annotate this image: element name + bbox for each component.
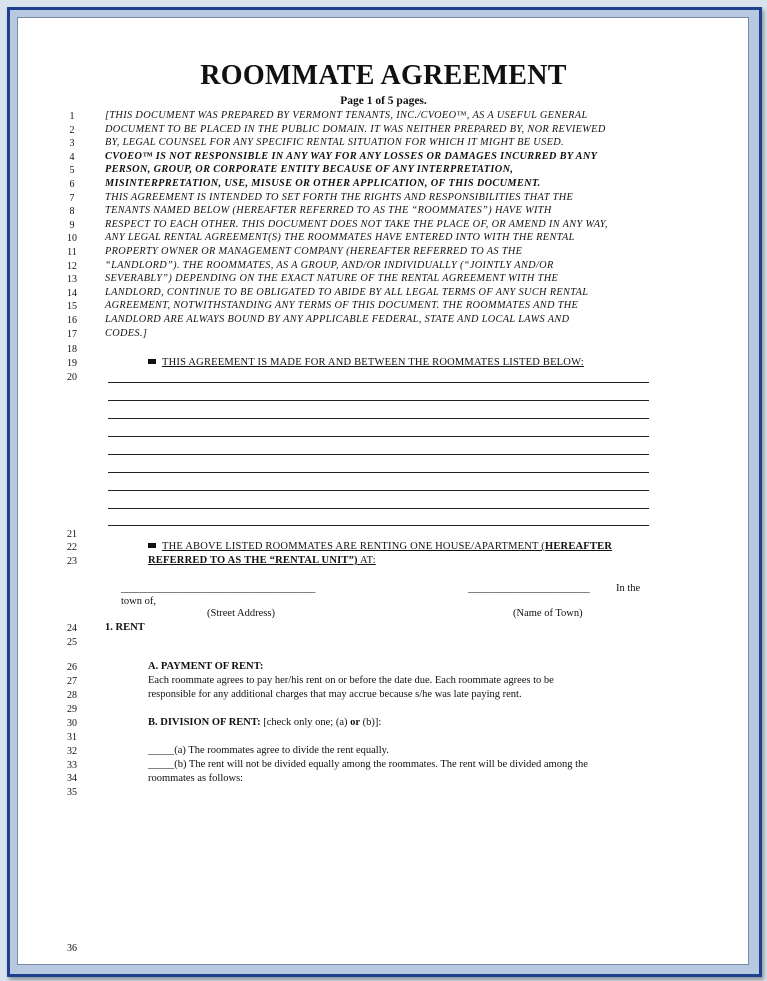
page-info: Page 1 of 5 pages.: [340, 95, 427, 107]
town-name-blank[interactable]: _________________________: [468, 583, 590, 594]
roommate-name-line[interactable]: [108, 472, 649, 473]
line-number: 16: [67, 315, 77, 326]
preamble-line: LANDLORD, CONTINUE TO BE OBLIGATED TO ABIDE BY ALL LEGAL TERMS OF ANY SUCH RENTAL: [105, 286, 589, 298]
roommates-heading: THIS AGREEMENT IS MADE FOR AND BETWEEN THE ROOMMATES LISTED BELOW:: [148, 357, 584, 368]
roommate-name-line[interactable]: [108, 382, 649, 383]
line-number: 8: [69, 206, 75, 218]
line-number: 2: [69, 124, 75, 136]
line-number: 26: [67, 662, 77, 673]
line-number: 6: [69, 179, 75, 190]
line-number: 30: [67, 718, 77, 729]
roommate-name-line[interactable]: [108, 400, 649, 401]
line-number: 9: [69, 219, 75, 231]
preamble-line: “LANDLORD”). THE ROOMMATES, AS A GROUP, AND/OR INDIVIDUALLY (“JOINTLY AND/OR: [105, 259, 554, 271]
line-number: 36: [67, 943, 77, 954]
roommate-name-line[interactable]: [108, 525, 649, 526]
line-number: 12: [67, 260, 77, 272]
line-number: 23: [67, 556, 77, 567]
line-number: 1: [69, 111, 75, 122]
line-number: 17: [67, 328, 77, 340]
line-number: 21: [67, 529, 77, 540]
line-number: 25: [67, 637, 77, 648]
line-number: 33: [67, 760, 77, 771]
line-number: 3: [69, 138, 75, 150]
street-address-blank[interactable]: ________________________________________: [121, 583, 316, 594]
roommate-name-line[interactable]: [108, 418, 649, 419]
line-number: 4: [69, 151, 75, 163]
line-number: 32: [67, 746, 77, 757]
roommate-name-line[interactable]: [108, 508, 649, 509]
town-name-caption: (Name of Town): [513, 608, 583, 619]
roommate-name-line[interactable]: [108, 436, 649, 437]
preamble-line: RESPECT TO EACH OTHER. THIS DOCUMENT DOES NOT TAKE THE PLACE OF, OR AMEND IN ANY WAY,: [105, 218, 608, 230]
preamble-line: ANY LEGAL RENTAL AGREEMENT(S) THE ROOMMATES HAVE ENTERED INTO WITH THE RENTAL: [105, 232, 575, 244]
preamble-line: THIS AGREEMENT IS INTENDED TO SET FORTH THE RIGHTS AND RESPONSIBILITIES THAT THE: [105, 191, 574, 203]
preamble-line: SEVERABLY”) DEPENDING ON THE EXACT NATURE OF THE RENTAL AGREEMENT WITH THE: [105, 273, 559, 285]
preamble-line: LANDLORD ARE ALWAYS BOUND BY ANY APPLICABLE FEDERAL, STATE AND LOCAL LAWS AND: [105, 314, 570, 325]
preamble-line: PROPERTY OWNER OR MANAGEMENT COMPANY (HEREAFTER REFERRED TO AS THE: [105, 246, 523, 257]
in-the-label: In the: [616, 583, 641, 594]
preamble-line: TENANTS NAMED BELOW (HEREAFTER REFERRED TO AS THE “ROOMMATES”) HAVE WITH: [105, 205, 552, 217]
preamble-line: [THIS DOCUMENT WAS PREPARED BY VERMONT TENANTS, INC./CVOEO™, AS A USEFUL GENERAL: [105, 110, 588, 121]
preamble-line: PERSON, GROUP, OR CORPORATE ENTITY BECAUSE OF ANY INTERPRETATION,: [105, 164, 514, 176]
line-number: 31: [67, 732, 77, 743]
rental-unit-heading: THE ABOVE LISTED ROOMMATES ARE RENTING ONE HOUSE/APARTMENT (HEREAFTER: [148, 541, 612, 552]
preamble-line: DOCUMENT TO BE PLACED IN THE PUBLIC DOMAIN. IT WAS NEITHER PREPARED BY, NOR REVIEWED: [105, 123, 606, 135]
document-title: ROOMMATE AGREEMENT: [200, 60, 567, 91]
line-number: 29: [67, 704, 77, 715]
preamble-line: MISINTERPRETATION, USE, MISUSE OR OTHER APPLICATION, OF THIS DOCUMENT.: [105, 178, 541, 189]
square-bullet-icon: [148, 543, 156, 548]
line-number: 18: [67, 344, 77, 355]
option-a-checkbox-blank[interactable]: _____: [148, 745, 175, 756]
preamble-line: CVOEO™ IS NOT RESPONSIBLE IN ANY WAY FOR ANY LOSSES OR DAMAGES INCURRED BY ANY: [105, 150, 598, 162]
line-number: 28: [67, 690, 77, 701]
payment-of-rent-heading: A. PAYMENT OF RENT:: [148, 661, 264, 672]
square-bullet-icon: [148, 359, 156, 364]
rental-unit-heading-cont: REFERRED TO AS THE “RENTAL UNIT”) AT:: [148, 555, 376, 566]
roommate-name-line[interactable]: [108, 490, 649, 491]
roommate-name-line[interactable]: [108, 454, 649, 455]
preamble-line: CODES.]: [105, 327, 148, 339]
line-number: 19: [67, 358, 77, 369]
option-b: _____(b) The rent will not be divided equally among the roommates. The rent will be divided among the: [148, 759, 588, 770]
line-number: 7: [69, 192, 75, 204]
payment-text-line: responsible for any additional charges that may accrue because s/he was late paying rent.: [148, 689, 522, 700]
preamble-line: BY, LEGAL COUNSEL FOR ANY SPECIFIC RENTAL SITUATION FOR WHICH IT MIGHT BE USED.: [105, 137, 564, 149]
town-of-label: town of,: [121, 596, 156, 607]
line-number: 27: [67, 676, 77, 687]
line-number: 5: [69, 165, 75, 177]
line-number: 11: [67, 247, 77, 258]
division-of-rent-heading: B. DIVISION OF RENT: [check only one; (a) or (b)]:: [148, 717, 382, 728]
line-number: 35: [67, 787, 77, 798]
line-number: 22: [67, 542, 77, 553]
option-b-continued: roommates as follows:: [148, 773, 244, 784]
line-number: 20: [67, 372, 77, 383]
option-a: _____(a) The roommates agree to divide the rent equally.: [148, 745, 389, 756]
street-address-caption: (Street Address): [207, 608, 275, 619]
option-b-checkbox-blank[interactable]: _____: [148, 759, 175, 770]
line-number: 15: [67, 301, 77, 313]
section-rent-heading: 1. RENT: [105, 622, 145, 633]
line-number: 10: [67, 233, 77, 245]
line-number: 34: [67, 773, 77, 784]
payment-text-line: Each roommate agrees to pay her/his rent on or before the date due. Each roommate agrees to be: [148, 675, 554, 686]
line-number: 14: [67, 287, 77, 299]
preamble-line: AGREEMENT, NOTWITHSTANDING ANY TERMS OF THIS DOCUMENT. THE ROOMMATES AND THE: [105, 300, 579, 312]
line-number: 13: [67, 274, 77, 286]
line-number: 24: [67, 623, 77, 634]
